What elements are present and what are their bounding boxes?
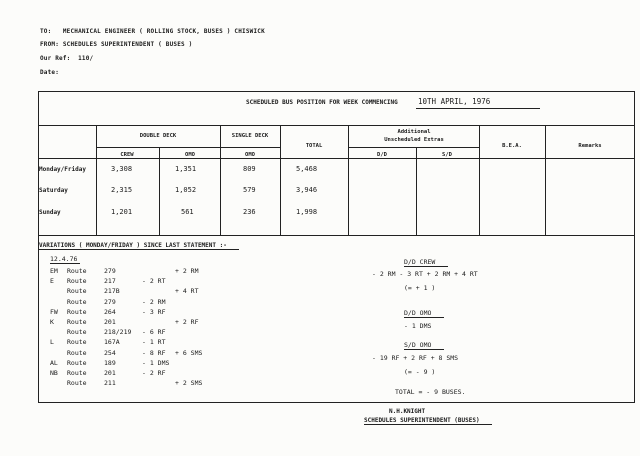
- variation-route-label: Route: [67, 369, 87, 377]
- variation-route-number: 201: [104, 318, 116, 326]
- single-deck-header: SINGLE DECK: [231, 133, 269, 139]
- from-label: FROM:: [40, 41, 60, 48]
- col-line-5: [348, 125, 349, 235]
- variation-route-number: 279: [104, 297, 116, 306]
- variation-change: - 8 RF: [142, 348, 166, 357]
- week-underline: [416, 108, 540, 109]
- variation-change: - 3 RF: [142, 307, 166, 316]
- ref-label: Our Ref:: [40, 55, 71, 62]
- variation-route-label: Route: [67, 267, 87, 275]
- variation-route-label: Route: [67, 277, 87, 286]
- variation-route-number: 217B: [104, 287, 120, 296]
- dd-omo-underline: [404, 317, 444, 318]
- total-header: TOTAL: [305, 143, 323, 149]
- variation-route-number: 167A: [104, 338, 120, 347]
- date-line: [40, 69, 59, 76]
- sd-omo-result: (= - 9 ): [404, 368, 436, 376]
- sd-omo-underline: [404, 349, 444, 350]
- table-bottom-line: [38, 235, 635, 236]
- omo-sd-header: OMO: [245, 152, 255, 158]
- to-label: TO:: [40, 28, 52, 35]
- dd-omo-calc: - 1 DMS: [404, 322, 432, 330]
- row-crew: 2,315: [111, 186, 133, 194]
- variation-garage: AL: [50, 358, 58, 367]
- variation-addition: + 6 SMS: [175, 348, 203, 357]
- omo-dd-header: OMO: [185, 152, 195, 158]
- crew-header: CREW: [120, 152, 134, 158]
- row-day: Monday/Friday: [39, 166, 86, 173]
- row-crew: 3,308: [111, 165, 133, 173]
- col-line-2: [159, 147, 160, 235]
- variation-route-label: Route: [67, 307, 87, 316]
- variation-addition: + 4 RT: [175, 287, 199, 296]
- variation-route-label: Route: [67, 348, 87, 357]
- unscheduled-extras-header: Unscheduled Extras: [384, 137, 444, 143]
- row-omo-sd: 809: [243, 165, 256, 173]
- dd-omo-label: D/D OMO: [404, 309, 432, 317]
- col-line-4: [280, 125, 281, 235]
- sd-subline: [220, 147, 280, 148]
- variation-route-label: Route: [67, 338, 87, 347]
- week-title: [246, 99, 398, 106]
- variation-route-label: Route: [67, 379, 87, 388]
- signature-name: N.H.KNIGHT: [389, 408, 426, 415]
- week-date: 10TH APRIL, 1976: [418, 97, 491, 106]
- double-deck-header: DOUBLE DECK: [139, 133, 177, 139]
- signature-title: SCHEDULES SUPERINTENDENT (BUSES): [364, 417, 480, 424]
- total-buses: TOTAL = - 9 BUSES.: [395, 388, 466, 396]
- row-day: Sunday: [39, 209, 61, 216]
- dd-crew-calc: - 2 RM - 3 RT + 2 RM + 4 RT: [372, 270, 478, 278]
- variation-route-number: 217: [104, 277, 116, 286]
- signature-underline: [364, 424, 492, 425]
- col-line-6: [416, 147, 417, 235]
- variation-addition: + 2 RF: [175, 318, 199, 326]
- variations-date: 12.4.76: [50, 255, 78, 263]
- variation-route-number: 264: [104, 307, 116, 316]
- ref-line: [40, 55, 93, 62]
- col-line-8: [545, 125, 546, 235]
- row-omo-dd: 1,351: [175, 165, 197, 173]
- variation-route-label: Route: [67, 318, 87, 326]
- col-line-7: [479, 125, 480, 235]
- variation-garage: L: [50, 338, 54, 347]
- bea-header: B.E.A.: [502, 143, 522, 149]
- row-omo-dd: 561: [181, 208, 194, 216]
- variation-route-label: Route: [67, 358, 87, 367]
- variation-addition: + 2 SMS: [175, 379, 203, 388]
- col-line-1: [96, 125, 97, 235]
- variation-route-number: 279: [104, 267, 116, 275]
- row-crew: 1,201: [111, 208, 133, 216]
- week-title-label: SCHEDULED BUS POSITION FOR WEEK COMMENCING: [246, 99, 398, 106]
- sd-extras-header: S/D: [442, 152, 452, 158]
- row-omo-sd: 579: [243, 186, 256, 194]
- variation-change: - 2 RF: [142, 369, 166, 377]
- sd-omo-label: S/D OMO: [404, 341, 432, 349]
- variations-heading: VARIATIONS ( MONDAY/FRIDAY ) SINCE LAST STATEMENT :-: [39, 242, 227, 249]
- variation-garage: FW: [50, 307, 58, 316]
- variation-change: - 1 RT: [142, 338, 166, 347]
- variation-route-label: Route: [67, 328, 87, 337]
- ref-value: 110/: [78, 55, 94, 62]
- from-line: [40, 41, 193, 48]
- variation-change: - 6 RF: [142, 328, 166, 337]
- date-label: Date:: [40, 69, 60, 76]
- row-day: Saturday: [39, 187, 68, 194]
- variation-route-number: 201: [104, 369, 116, 377]
- variation-change: - 2 RT: [142, 277, 166, 286]
- extras-subline: [348, 147, 479, 148]
- row-omo-sd: 236: [243, 208, 256, 216]
- row-total: 5,468: [296, 165, 318, 173]
- to-value: MECHANICAL ENGINEER ( ROLLING STOCK, BUSES ) CHISWICK: [62, 28, 265, 35]
- variation-route-number: 218/219: [104, 328, 132, 337]
- variations-heading-underline: [39, 249, 239, 250]
- col-line-3: [220, 125, 221, 235]
- variations-date-underline: [50, 263, 80, 264]
- variation-route-label: Route: [67, 297, 87, 306]
- from-value: SCHEDULES SUPERINTENDENT ( BUSES ): [62, 41, 193, 48]
- variation-garage: EM: [50, 267, 58, 275]
- remarks-header: Remarks: [578, 143, 602, 149]
- variation-route-number: 211: [104, 379, 116, 388]
- sd-omo-calc: - 19 RF + 2 RF + 8 SMS: [372, 354, 459, 362]
- variation-garage: NB: [50, 369, 58, 377]
- variation-change: - 2 RM: [142, 297, 166, 306]
- dd-subline: [96, 147, 220, 148]
- row-total: 3,946: [296, 186, 318, 194]
- to-line: [40, 28, 265, 35]
- row-total: 1,998: [296, 208, 318, 216]
- dd-extras-header: D/D: [377, 152, 387, 158]
- additional-header: Additional: [397, 129, 431, 135]
- variation-change: - 1 DMS: [142, 358, 170, 367]
- dd-crew-underline: [404, 266, 448, 267]
- dd-crew-label: D/D CREW: [404, 258, 436, 266]
- variation-garage: K: [50, 318, 54, 326]
- row-omo-dd: 1,052: [175, 186, 197, 194]
- dd-crew-result: (= + 1 ): [404, 284, 436, 292]
- variation-route-number: 254: [104, 348, 116, 357]
- variation-route-label: Route: [67, 287, 87, 296]
- variation-addition: + 2 RM: [175, 267, 199, 275]
- variation-garage: E: [50, 277, 54, 286]
- variation-route-number: 189: [104, 358, 116, 367]
